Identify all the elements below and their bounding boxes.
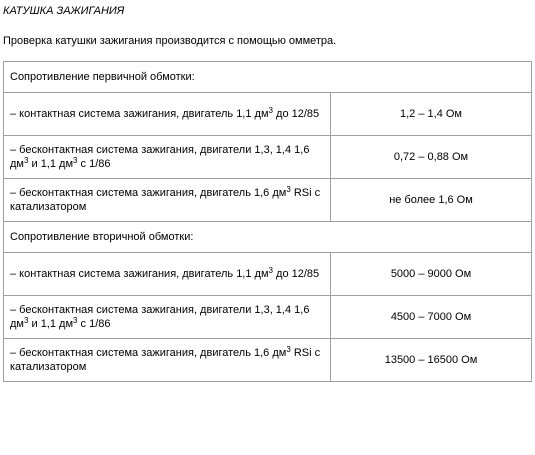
row-description xyxy=(4,93,331,136)
secondary-winding-heading: Сопротивление вторичной обмотки: xyxy=(4,222,532,253)
row-description xyxy=(4,339,331,382)
row-value: 13500 – 16500 Ом xyxy=(331,339,532,382)
desc-superscript: 3 xyxy=(73,316,78,325)
desc-text: – бесконтактная система зажигания, двигатели 1,3, 1,4 1,6 дм xyxy=(10,144,310,170)
desc-text: – контактная система зажигания, двигатель 1,1 дм xyxy=(10,108,269,120)
desc-text: с 1/86 xyxy=(77,158,111,170)
row-value: 4500 – 7000 Ом xyxy=(331,296,532,339)
desc-superscript: 3 xyxy=(268,266,273,275)
desc-text: RSi с катализатором xyxy=(10,187,321,213)
table-row xyxy=(4,339,532,382)
row-description xyxy=(4,253,331,296)
row-value: 0,72 – 0,88 Ом xyxy=(331,136,532,179)
desc-text: – контактная система зажигания, двигатель 1,1 дм xyxy=(10,268,269,280)
desc-text: – бесконтактная система зажигания, двигатели 1,3, 1,4 1,6 дм xyxy=(10,304,310,330)
table-row xyxy=(4,296,532,339)
intro-paragraph: Проверка катушки зажигания производится с помощью омметра. xyxy=(3,35,337,47)
desc-text: – бесконтактная система зажигания, двигатель 1,6 дм xyxy=(10,187,287,199)
row-description xyxy=(4,136,331,179)
desc-text: – бесконтактная система зажигания, двигатель 1,6 дм xyxy=(10,347,287,359)
table-section-row xyxy=(4,62,532,93)
row-value: 5000 – 9000 Ом xyxy=(331,253,532,296)
document-title: КАТУШКА ЗАЖИГАНИЯ xyxy=(3,5,125,17)
table-row xyxy=(4,253,532,296)
desc-superscript: 3 xyxy=(286,345,291,354)
primary-winding-heading: Сопротивление первичной обмотки: xyxy=(4,62,532,93)
table-row xyxy=(4,93,532,136)
desc-superscript: 3 xyxy=(23,156,29,165)
row-value: 1,2 – 1,4 Ом xyxy=(331,93,532,136)
desc-superscript: 3 xyxy=(73,156,78,165)
table-section-row xyxy=(4,222,532,253)
desc-text: и 1,1 дм xyxy=(28,158,74,170)
row-description xyxy=(4,296,331,339)
desc-superscript: 3 xyxy=(286,185,291,194)
row-description xyxy=(4,179,331,222)
table-row xyxy=(4,179,532,222)
desc-superscript: 3 xyxy=(23,316,29,325)
desc-text: с 1/86 xyxy=(77,318,111,330)
row-value: не более 1,6 Ом xyxy=(331,179,532,222)
desc-text: до 12/85 xyxy=(272,108,320,120)
desc-text: и 1,1 дм xyxy=(28,318,74,330)
resistance-table xyxy=(3,61,532,382)
table-row xyxy=(4,136,532,179)
desc-superscript: 3 xyxy=(268,106,273,115)
desc-text: до 12/85 xyxy=(272,268,320,280)
desc-text: RSi с катализатором xyxy=(10,347,321,373)
